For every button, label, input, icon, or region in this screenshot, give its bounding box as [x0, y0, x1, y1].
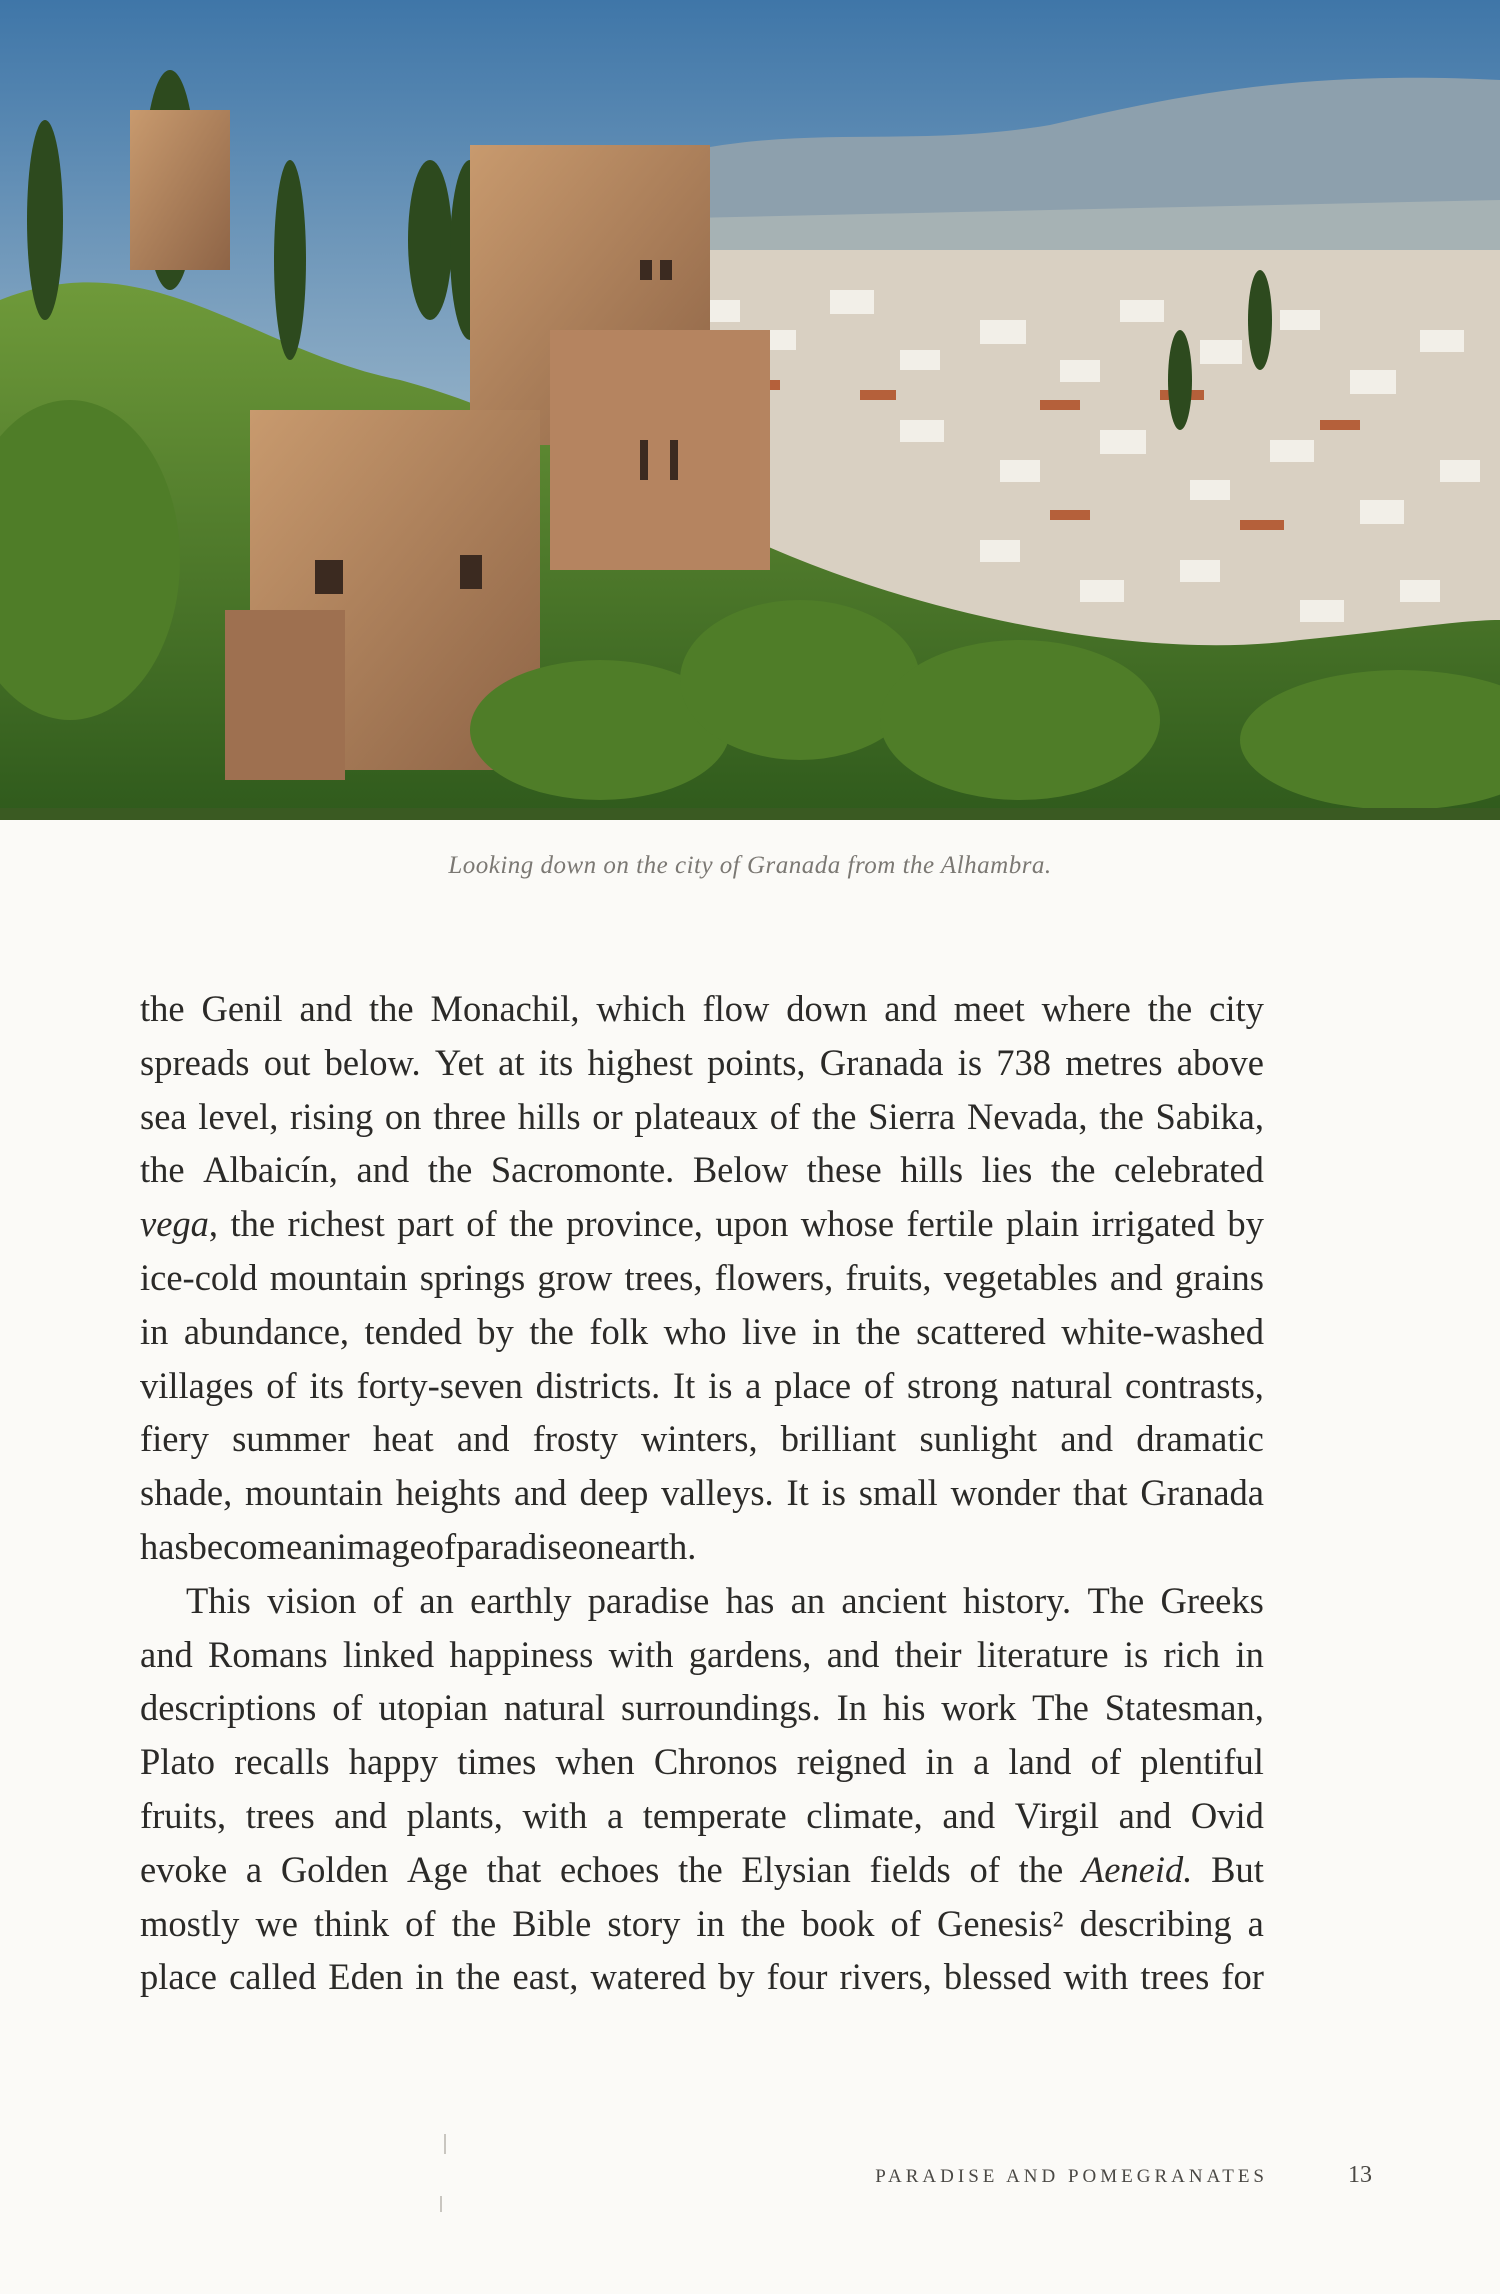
word: white-washed	[1061, 1310, 1264, 1352]
word: heights	[395, 1472, 502, 1514]
word: districts.	[535, 1364, 661, 1406]
word: on	[577, 1525, 615, 1567]
text-line	[140, 1574, 1264, 1628]
word: that	[486, 1848, 542, 1890]
text-line	[140, 1251, 1264, 1305]
text-line	[140, 1143, 1264, 1197]
word: has	[140, 1525, 189, 1567]
word: by	[718, 1956, 755, 1998]
word: and	[884, 988, 937, 1029]
word: the	[811, 1095, 857, 1137]
word: Granada	[1140, 1472, 1264, 1514]
word: metres	[1065, 1041, 1163, 1083]
word: at	[498, 1041, 525, 1083]
word: times	[457, 1741, 537, 1783]
word: celebrated	[1113, 1149, 1264, 1191]
word: flowers,	[714, 1256, 834, 1298]
word: linked	[342, 1633, 435, 1675]
word: with	[522, 1794, 588, 1836]
word: or	[592, 1095, 623, 1137]
word: in	[1235, 1633, 1264, 1675]
word: rising	[290, 1095, 374, 1137]
word: frosty	[532, 1418, 618, 1460]
word: fruits,	[140, 1794, 227, 1836]
word: story	[607, 1902, 681, 1944]
word: Statesman,	[1104, 1687, 1264, 1729]
word: is	[1123, 1633, 1149, 1675]
word: spreads	[140, 1041, 250, 1083]
word: in	[415, 1956, 444, 1998]
word: wonder	[950, 1472, 1061, 1514]
word: fields	[869, 1848, 951, 1890]
word: become	[188, 1525, 303, 1567]
word: mostly	[140, 1902, 240, 1944]
word: utopian	[378, 1687, 488, 1729]
word: a	[606, 1794, 624, 1836]
word: by	[1227, 1203, 1264, 1245]
wall-section	[225, 610, 345, 780]
text-line	[140, 1628, 1264, 1682]
word: Genesis²	[937, 1902, 1064, 1944]
text-line	[140, 1090, 1264, 1144]
word: folk	[589, 1310, 649, 1352]
word: the	[140, 1149, 185, 1191]
word: work	[941, 1687, 1017, 1729]
word: the	[856, 1310, 901, 1352]
word: the	[1099, 1095, 1144, 1137]
word: which	[596, 988, 686, 1029]
word: their	[894, 1633, 962, 1675]
word: the	[427, 1149, 473, 1191]
palace-building	[550, 330, 770, 570]
word: Chronos	[653, 1741, 778, 1783]
word: the	[1050, 1149, 1096, 1191]
word: and	[513, 1472, 567, 1514]
text-line	[140, 1520, 1264, 1574]
word: evoke	[140, 1848, 228, 1890]
word: and	[456, 1418, 510, 1460]
word: down	[786, 988, 868, 1029]
word: upon	[715, 1203, 789, 1245]
word: the	[451, 1902, 497, 1944]
word: Genil	[201, 988, 283, 1029]
word: out	[263, 1041, 311, 1083]
word: the	[455, 1956, 501, 1998]
word: fiery	[140, 1418, 209, 1460]
word: brilliant	[780, 1418, 897, 1460]
word: literature	[976, 1633, 1109, 1675]
word: the	[678, 1848, 723, 1890]
word: place	[140, 1956, 217, 1998]
word: of	[466, 1203, 497, 1245]
word: Nevada,	[966, 1095, 1088, 1137]
word: for	[1221, 1956, 1264, 1998]
word: when	[555, 1741, 635, 1783]
word: lies	[981, 1149, 1033, 1191]
word: vegetables	[943, 1256, 1098, 1298]
word: of	[372, 1579, 404, 1621]
word: paradise	[456, 1525, 578, 1567]
word: the	[509, 1203, 554, 1245]
paragraph-2	[140, 1574, 1264, 2004]
text-line	[140, 1359, 1264, 1413]
word: sunlight	[919, 1418, 1038, 1460]
word: richest	[287, 1203, 385, 1245]
word: happy	[348, 1741, 438, 1783]
word: describing	[1079, 1902, 1232, 1944]
photo-bottom-edge	[0, 808, 1500, 820]
text-line	[140, 982, 1264, 1036]
word: book	[801, 1902, 875, 1944]
word: its	[309, 1364, 344, 1406]
word: part	[397, 1203, 454, 1245]
word: of	[405, 1902, 436, 1944]
word: level,	[198, 1095, 279, 1137]
text-line	[140, 1735, 1264, 1789]
word: vega,	[140, 1203, 219, 1245]
word: ancient	[841, 1579, 947, 1621]
word: Eden	[328, 1956, 404, 1998]
scan-speck	[444, 2134, 446, 2154]
word: Ovid	[1190, 1794, 1264, 1836]
text-line	[140, 1897, 1264, 1951]
word: small	[858, 1472, 938, 1514]
word: his	[882, 1687, 926, 1729]
word: contrasts,	[1125, 1364, 1264, 1406]
word: rich	[1163, 1633, 1221, 1675]
word: watered	[590, 1956, 706, 1998]
word: Elysian	[741, 1848, 851, 1890]
word: its	[538, 1041, 574, 1083]
word: of	[1090, 1741, 1122, 1783]
word: summer	[232, 1418, 350, 1460]
word: in	[140, 1310, 169, 1352]
text-line	[140, 1036, 1264, 1090]
word: the	[230, 1203, 276, 1245]
word: and	[356, 1149, 410, 1191]
word: of	[969, 1848, 1000, 1890]
word: and	[140, 1633, 193, 1675]
word: This	[186, 1579, 251, 1621]
word: of	[266, 1364, 297, 1406]
word: a	[745, 1364, 762, 1406]
word: grow	[537, 1256, 613, 1298]
word: scattered	[916, 1310, 1046, 1352]
word: points,	[707, 1041, 806, 1083]
word: that	[1072, 1472, 1128, 1514]
word: trees,	[624, 1256, 703, 1298]
word: whose	[800, 1203, 895, 1245]
word: highest	[587, 1041, 693, 1083]
word: of	[425, 1525, 457, 1567]
word: city	[1209, 988, 1264, 1029]
word: villages	[140, 1364, 254, 1406]
word: Monachil,	[430, 988, 580, 1029]
text-line-with-italic	[140, 1843, 1264, 1897]
word: has	[725, 1579, 775, 1621]
word: and	[1118, 1794, 1172, 1836]
text-line	[140, 1412, 1264, 1466]
word: of	[769, 1095, 801, 1137]
word: plants,	[406, 1794, 503, 1836]
word: happiness	[449, 1633, 594, 1675]
word: Virgil	[1014, 1794, 1100, 1836]
word: of	[863, 1364, 895, 1406]
word: strong	[906, 1364, 999, 1406]
running-title: PARADISE AND POMEGRANATES	[875, 2166, 1268, 2187]
word: with	[608, 1633, 674, 1675]
word: grains	[1174, 1256, 1264, 1298]
word: echoes	[560, 1848, 660, 1890]
text-line	[140, 1305, 1264, 1359]
text-line	[140, 1789, 1264, 1843]
word: place	[774, 1364, 852, 1406]
word: the	[369, 988, 414, 1029]
word: below.	[324, 1041, 421, 1083]
word: who	[663, 1310, 727, 1352]
word: Bible	[512, 1902, 592, 1944]
photo-caption: Looking down on the city of Granada from the Alhambra.	[448, 852, 1052, 879]
word: where	[1041, 988, 1131, 1029]
word: called	[229, 1956, 317, 1998]
page-number: 13	[1348, 2162, 1372, 2188]
word: natural	[503, 1687, 606, 1729]
text-line	[140, 1466, 1264, 1520]
text-line-with-italic	[140, 1197, 1264, 1251]
word: of	[332, 1687, 363, 1729]
word: recalls	[234, 1741, 330, 1783]
word: surroundings.	[621, 1687, 821, 1729]
word: and	[1109, 1256, 1163, 1298]
word: plentiful	[1140, 1741, 1264, 1783]
word: by	[477, 1310, 514, 1352]
word: abundance,	[183, 1310, 350, 1352]
word: the	[740, 1902, 786, 1944]
word: blessed	[943, 1956, 1052, 1998]
word: shade,	[140, 1472, 233, 1514]
word: rivers,	[839, 1956, 932, 1998]
word: is	[821, 1472, 846, 1514]
word: earthly	[470, 1579, 572, 1621]
granada-alhambra-photo	[0, 0, 1500, 820]
word: these	[806, 1149, 882, 1191]
word: think	[314, 1902, 390, 1944]
word: temperate	[642, 1794, 787, 1836]
word: of	[890, 1902, 921, 1944]
word: winters,	[641, 1418, 758, 1460]
word: dramatic	[1136, 1418, 1264, 1460]
word: It	[786, 1472, 809, 1514]
word: image	[336, 1525, 426, 1567]
word: Granada	[819, 1041, 944, 1083]
word: in	[925, 1741, 954, 1783]
word: Sierra	[868, 1095, 956, 1137]
word: is	[957, 1041, 983, 1083]
word: Golden	[280, 1848, 389, 1890]
word: land	[1008, 1741, 1072, 1783]
paragraph-1	[140, 982, 1264, 1574]
word: climate,	[806, 1794, 923, 1836]
word: hills	[900, 1149, 964, 1191]
word: on	[384, 1095, 422, 1137]
word: Age	[407, 1848, 468, 1890]
word: tended	[364, 1310, 462, 1352]
word: is	[708, 1364, 733, 1406]
word: deep	[579, 1472, 649, 1514]
word: flow	[702, 988, 770, 1029]
word: four	[766, 1956, 828, 1998]
word: vision	[267, 1579, 357, 1621]
word: trees	[1140, 1956, 1210, 1998]
word: 738	[996, 1041, 1052, 1083]
word: But	[1211, 1848, 1264, 1890]
word: gardens,	[688, 1633, 812, 1675]
word: mountain	[269, 1256, 408, 1298]
word: reigned	[796, 1741, 907, 1783]
word: ice-cold	[140, 1256, 258, 1298]
body-text	[140, 982, 1264, 2004]
word: The	[1032, 1687, 1089, 1729]
word: and	[299, 988, 353, 1029]
word: plain	[1005, 1203, 1079, 1245]
word: springs	[419, 1256, 526, 1298]
word: In	[836, 1687, 867, 1729]
word: live	[741, 1310, 797, 1352]
word: and	[826, 1633, 880, 1675]
word: heat	[372, 1418, 434, 1460]
word: descriptions	[140, 1687, 317, 1729]
word: history.	[963, 1579, 1072, 1621]
word: province,	[566, 1203, 703, 1245]
word: earth.	[614, 1525, 697, 1567]
word: in	[696, 1902, 725, 1944]
text-line-with-italic	[140, 1681, 1264, 1735]
word: Plato	[140, 1741, 216, 1783]
word: Below	[692, 1149, 789, 1191]
word: The	[1087, 1579, 1145, 1621]
word: an	[790, 1579, 826, 1621]
word: we	[255, 1902, 298, 1944]
text-line	[140, 1950, 1264, 2004]
word: valleys.	[661, 1472, 774, 1514]
word: an	[302, 1525, 337, 1567]
word: an	[419, 1579, 454, 1621]
word: Yet	[434, 1041, 484, 1083]
word: three	[433, 1095, 507, 1137]
word: Romans	[207, 1633, 328, 1675]
word: the	[529, 1310, 574, 1352]
word: plateaux	[634, 1095, 759, 1137]
word: irrigated	[1091, 1203, 1215, 1245]
word: Sabika,	[1155, 1095, 1264, 1137]
word: and	[1060, 1418, 1114, 1460]
word: sea	[140, 1095, 187, 1137]
word: fruits,	[845, 1256, 932, 1298]
word: Albaicín,	[203, 1149, 338, 1191]
word: fertile	[906, 1203, 994, 1245]
word: Greeks	[1160, 1579, 1264, 1621]
word: and	[942, 1794, 996, 1836]
word: the	[1018, 1848, 1064, 1890]
word: with	[1063, 1956, 1129, 1998]
word: east,	[512, 1956, 579, 1998]
tower-rear	[130, 110, 230, 270]
word: meet	[953, 988, 1025, 1029]
word: a	[245, 1848, 263, 1890]
word: Sacromonte.	[490, 1149, 675, 1191]
word: in	[812, 1310, 841, 1352]
word: Aeneid.	[1081, 1848, 1193, 1890]
word: trees	[245, 1794, 315, 1836]
word: It	[673, 1364, 696, 1406]
word: paradise	[587, 1579, 710, 1621]
word: and	[334, 1794, 387, 1836]
photo-illustration	[0, 0, 1500, 820]
word: a	[1247, 1902, 1264, 1944]
word: natural	[1010, 1364, 1113, 1406]
word: the	[1147, 988, 1193, 1029]
word: a	[973, 1741, 990, 1783]
word: hills	[517, 1095, 581, 1137]
word: above	[1176, 1041, 1264, 1083]
scan-speck	[440, 2196, 442, 2212]
word: the	[140, 988, 185, 1029]
word: mountain	[245, 1472, 383, 1514]
word: forty-seven	[356, 1364, 523, 1406]
